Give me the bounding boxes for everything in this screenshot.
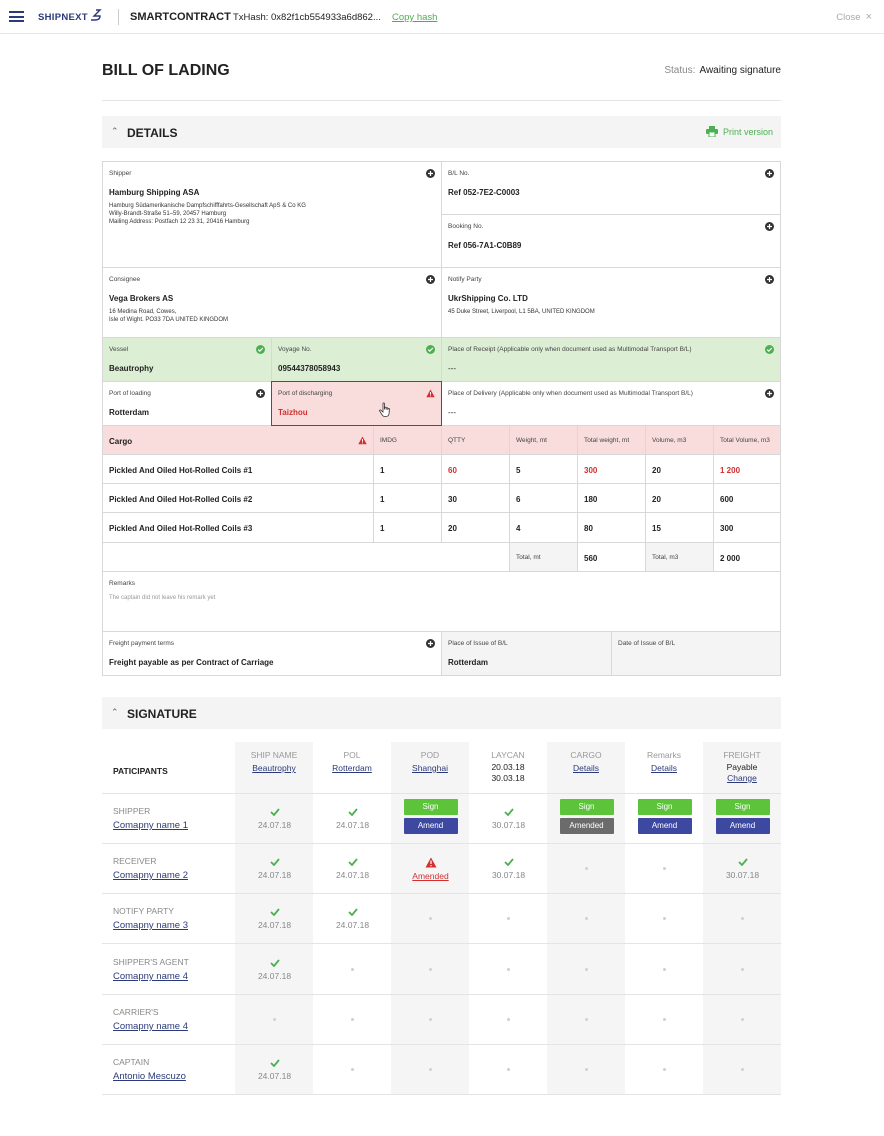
place-of-delivery-field[interactable] (441, 381, 781, 426)
vessel-label: Vessel (109, 346, 129, 353)
participant-name-link[interactable]: Comapny name 4 (113, 971, 188, 982)
participant-name-link[interactable]: Antonio Mescuzo (113, 1071, 186, 1082)
cargo-col-weight-label: Weight, mt (516, 437, 547, 444)
notify-party-name: UkrShipping Co. LTD (448, 294, 528, 303)
signed-date: 30.07.18 (725, 870, 760, 880)
plus-circle-icon[interactable] (426, 639, 435, 648)
pending-dot (585, 1018, 588, 1021)
signed-date: 24.07.18 (257, 920, 292, 930)
column-link[interactable]: Details (651, 763, 677, 773)
pending-dot (585, 867, 588, 870)
cargo-volume: 20 (652, 466, 661, 475)
sign-button[interactable]: Sign (404, 799, 458, 815)
cargo-total-weight: 180 (584, 495, 598, 504)
shipper-name: Hamburg Shipping ASA (109, 188, 200, 197)
cargo-col-volume-label: Volume, m3 (652, 437, 687, 444)
place-of-receipt-field[interactable] (441, 337, 781, 382)
notify-party-label: Notify Party (448, 276, 482, 283)
place-of-receipt-value: --- (448, 364, 456, 373)
plus-circle-icon[interactable] (426, 275, 435, 284)
cargo-total-volume: 1 200 (720, 466, 741, 475)
cargo-col-qtty (441, 425, 510, 455)
cargo-cell[interactable] (441, 483, 510, 513)
cargo-cell[interactable] (373, 454, 442, 484)
laycan-to: 30.03.18 (491, 773, 525, 783)
signed-date: 30.07.18 (491, 870, 526, 880)
column-title: CARGO (570, 750, 602, 760)
participant-role: NOTIFY PARTY (113, 906, 174, 916)
signature-cell (704, 1018, 781, 1021)
signature-cell (704, 1068, 781, 1071)
signature-cell (548, 867, 625, 870)
place-of-issue-label: Place of Issue of B/L (448, 640, 508, 647)
row-divider (102, 893, 781, 894)
logo[interactable] (38, 11, 102, 23)
chevron-up-icon[interactable]: ⌃ (111, 707, 119, 717)
cargo-cell[interactable] (645, 512, 714, 543)
cargo-name: Pickled And Oiled Hot-Rolled Coils #1 (109, 466, 253, 475)
amend-button[interactable]: Amend (404, 818, 458, 834)
freight-value: Payable (726, 762, 758, 772)
signature-cell (548, 1018, 625, 1021)
cargo-totals-spacer (102, 542, 510, 572)
cargo-weight: 6 (516, 495, 521, 504)
participants-header (102, 742, 235, 793)
cargo-cell[interactable] (373, 512, 442, 543)
table-row[interactable] (102, 483, 374, 513)
print-version-label: Print version (722, 126, 773, 137)
column-title: LAYCAN (491, 750, 525, 760)
column-header-cargo (547, 742, 625, 793)
booking-number-field[interactable] (441, 214, 781, 268)
signature-cell (392, 1018, 469, 1021)
tx-hash: TxHash: 0x82f1cb554933a6d862... (233, 12, 381, 23)
cargo-volume: 15 (652, 524, 661, 533)
participant-name-link[interactable]: Comapny name 3 (113, 920, 188, 931)
cargo-volume: 20 (652, 495, 661, 504)
signature-cell (392, 1068, 469, 1071)
column-title: SHIP NAME (250, 750, 298, 760)
sign-button[interactable]: Sign (716, 799, 770, 815)
cargo-cell[interactable] (713, 454, 781, 484)
cargo-cell[interactable] (373, 483, 442, 513)
cargo-cell[interactable] (577, 512, 646, 543)
signature-cell (626, 867, 703, 870)
cargo-qtty: 30 (448, 495, 457, 504)
top-bar (0, 0, 884, 34)
cargo-col-total-volume-label: Total Volume, m3 (720, 437, 770, 444)
cargo-cell[interactable] (509, 483, 578, 513)
details-section-title: DETAILS (127, 126, 178, 140)
freight-terms-label: Freight payment terms (109, 640, 175, 647)
status-label: Status: (664, 65, 696, 76)
signature-cell (470, 1018, 547, 1021)
signature-cell (314, 1068, 391, 1071)
cargo-imdg: 1 (380, 466, 385, 475)
page-title: BILL OF LADING (102, 62, 230, 79)
pending-dot (663, 1068, 666, 1071)
plus-circle-icon[interactable] (765, 222, 774, 231)
cargo-cell[interactable] (441, 454, 510, 484)
table-row[interactable] (102, 454, 374, 484)
port-of-loading-field[interactable] (102, 381, 272, 426)
column-title: Remarks (646, 750, 681, 760)
header-divider (118, 9, 119, 25)
column-header-ship-name (235, 742, 313, 793)
pending-dot (663, 917, 666, 920)
cargo-total-volume: 600 (720, 495, 734, 504)
check-icon (270, 1059, 280, 1067)
signature-cell (626, 799, 703, 834)
total-m3-label-cell (645, 542, 714, 572)
cargo-col-total-weight-label: Total weight, mt (584, 437, 630, 444)
details-section-header[interactable] (102, 116, 781, 148)
signature-cell (236, 858, 313, 880)
cargo-name: Pickled And Oiled Hot-Rolled Coils #3 (109, 524, 253, 533)
consignee-address-line: Isle of Wight. PO33 7DA UNITED KINGDOM (109, 317, 229, 323)
bl-number-label: B/L No. (448, 170, 470, 177)
vessel-field[interactable] (102, 337, 272, 382)
total-mt-label-cell (509, 542, 578, 572)
column-title: POD (420, 750, 440, 760)
column-header-pod (391, 742, 469, 793)
amend-button[interactable]: Amend (716, 818, 770, 834)
cargo-cell[interactable] (509, 454, 578, 484)
consignee-field[interactable] (102, 267, 442, 338)
bl-number-field[interactable] (441, 161, 781, 215)
logo-mark-icon (90, 9, 102, 21)
signature-cell (314, 858, 391, 880)
total-mt-value: 560 (584, 554, 598, 563)
plus-circle-icon[interactable] (426, 169, 435, 178)
cargo-cell[interactable] (509, 512, 578, 543)
signed-date: 24.07.18 (335, 920, 370, 930)
signature-cell (236, 1059, 313, 1081)
signature-section-title: SIGNATURE (127, 707, 197, 721)
signature-cell (470, 858, 547, 880)
freight-terms-field[interactable] (102, 631, 442, 676)
signature-cell (236, 808, 313, 830)
signed-date: 24.07.18 (257, 820, 292, 830)
shipper-label: Shipper (109, 170, 132, 177)
row-divider (102, 1094, 781, 1095)
row-divider (102, 994, 781, 995)
signature-cell (704, 858, 781, 880)
hamburger-icon[interactable] (9, 11, 24, 22)
signature-cell (314, 808, 391, 830)
check-icon (270, 908, 280, 916)
signature-cell (626, 917, 703, 920)
cargo-total-weight: 300 (584, 466, 598, 475)
participant-role: CARRIER'S (113, 1007, 159, 1017)
signed-date: 24.07.18 (257, 1071, 292, 1081)
table-row[interactable] (102, 512, 374, 543)
participant-name-link[interactable]: Comapny name 4 (113, 1021, 188, 1032)
signature-cell (470, 968, 547, 971)
column-link[interactable]: Shanghai (412, 763, 448, 773)
booking-number-value: Ref 056-7A1-C0B89 (448, 241, 522, 250)
pending-dot (429, 968, 432, 971)
pending-dot (741, 1018, 744, 1021)
pending-dot (429, 1068, 432, 1071)
amend-button[interactable]: Amend (638, 818, 692, 834)
pending-dot (429, 917, 432, 920)
signature-cell (626, 968, 703, 971)
warning-triangle-icon (358, 436, 367, 445)
signed-date: 24.07.18 (257, 870, 292, 880)
signature-cell (314, 968, 391, 971)
total-mt-cell (577, 542, 646, 572)
sign-button[interactable]: Sign (560, 799, 614, 815)
place-of-issue-field[interactable] (441, 631, 612, 676)
cargo-imdg: 1 (380, 495, 385, 504)
participant-name-link[interactable]: Comapny name 2 (113, 870, 188, 881)
date-of-issue-label: Date of Issue of B/L (618, 640, 676, 647)
chevron-up-icon[interactable]: ⌃ (111, 126, 119, 136)
warning-triangle-icon (425, 857, 437, 868)
notify-party-field[interactable] (441, 267, 781, 338)
cargo-col-weight (509, 425, 578, 455)
total-m3-label: Total, m3 (652, 554, 679, 561)
signature-cell (392, 917, 469, 920)
cargo-header-cell (102, 425, 374, 455)
pending-dot (663, 867, 666, 870)
place-of-receipt-label: Place of Receipt (Applicable only when document used as Multimodal Transport B/L) (448, 346, 692, 353)
pending-dot (351, 968, 354, 971)
column-link[interactable]: Beautrophy (252, 763, 296, 773)
signature-cell (470, 917, 547, 920)
shipper-address-line: Hamburg Südamerikanische Dampfschifffahrts-Gesellschaft ApS & Co KG (109, 203, 306, 209)
cargo-cell[interactable] (441, 512, 510, 543)
print-version-button[interactable] (706, 126, 773, 137)
column-header-remarks (625, 742, 703, 793)
freight-terms-value: Freight payable as per Contract of Carriage (109, 658, 274, 667)
pending-dot (507, 1018, 510, 1021)
date-of-issue-field[interactable] (611, 631, 781, 676)
signed-date: 30.07.18 (491, 820, 526, 830)
check-icon (270, 808, 280, 816)
freight-change-link[interactable]: Change (727, 773, 757, 783)
cargo-qtty: 60 (448, 466, 457, 475)
signature-cell (704, 799, 781, 834)
signature-cell (392, 968, 469, 971)
column-title: POL (343, 750, 361, 760)
pending-dot (585, 1068, 588, 1071)
signature-cell (392, 857, 469, 881)
cargo-imdg: 1 (380, 524, 385, 533)
remarks-value: The captain did not leave his remark yet (109, 595, 216, 601)
participants-header-label: PATICIPANTS (113, 766, 168, 776)
close-icon: × (865, 11, 872, 23)
cargo-col-imdg-label: IMDG (380, 437, 397, 444)
check-circle-icon (426, 345, 435, 354)
bl-number-value: Ref 052-7E2-C0003 (448, 188, 520, 197)
column-link[interactable]: Rotterdam (332, 763, 372, 773)
logo-text: SHIPNEXT (38, 11, 88, 23)
warning-triangle-icon (426, 389, 435, 398)
signature-cell (236, 908, 313, 930)
hand-cursor-icon (378, 402, 392, 418)
consignee-address-line: 16 Medina Road, Cowes, (109, 309, 177, 315)
consignee-name: Vega Brokers AS (109, 294, 174, 303)
signature-cell (548, 968, 625, 971)
place-of-delivery-label: Place of Delivery (Applicable only when document used as Multimodal Transport B/L) (448, 390, 693, 397)
cargo-col-imdg (373, 425, 442, 455)
signed-date: 24.07.18 (335, 870, 370, 880)
port-of-discharging-value: Taizhou (278, 408, 308, 417)
vessel-value: Beautrophy (109, 364, 154, 373)
voyage-number-field[interactable] (271, 337, 442, 382)
shipper-address-line: Mailing Address: Postfach 12 23 31, 20416 Hamburg (109, 219, 250, 225)
check-circle-icon (765, 345, 774, 354)
cargo-cell[interactable] (645, 454, 714, 484)
signed-date: 24.07.18 (257, 971, 292, 981)
signature-cell (314, 908, 391, 930)
check-icon (504, 808, 514, 816)
close-label: Close (836, 12, 861, 23)
pending-dot (507, 917, 510, 920)
column-title: FREIGHT (723, 750, 761, 760)
column-header-freight (703, 742, 781, 793)
total-mt-label: Total, mt (516, 554, 541, 561)
signed-date: 24.07.18 (335, 820, 370, 830)
place-of-delivery-value: --- (448, 408, 456, 417)
participant-role: RECEIVER (113, 856, 157, 866)
shipper-field[interactable] (102, 161, 442, 268)
cargo-col-total-weight (577, 425, 646, 455)
close-button[interactable] (836, 11, 872, 23)
port-of-discharging-field[interactable] (271, 381, 442, 426)
signature-cell (704, 917, 781, 920)
signature-cell (626, 1018, 703, 1021)
check-icon (348, 908, 358, 916)
signature-cell (392, 799, 469, 834)
title-divider (102, 100, 781, 101)
cargo-cell[interactable] (645, 483, 714, 513)
status-indicator (664, 65, 781, 76)
check-icon (270, 858, 280, 866)
signature-cell (626, 1068, 703, 1071)
cargo-cell[interactable] (713, 483, 781, 513)
status-value: Awaiting signature (699, 65, 781, 76)
cargo-total-weight: 80 (584, 524, 593, 533)
pending-dot (741, 968, 744, 971)
port-of-loading-label: Port of loading (109, 390, 151, 397)
check-circle-icon (256, 345, 265, 354)
total-m3-value: 2 000 (720, 554, 741, 563)
signature-section-header[interactable] (102, 697, 781, 729)
pending-dot (429, 1018, 432, 1021)
voyage-number-value: 09544378058943 (278, 364, 341, 373)
cargo-weight: 5 (516, 466, 521, 475)
signature-cell (548, 1068, 625, 1071)
pending-dot (663, 1018, 666, 1021)
pending-dot (585, 968, 588, 971)
remarks-field[interactable] (102, 571, 781, 632)
signature-cell (236, 1018, 313, 1021)
cargo-cell[interactable] (577, 483, 646, 513)
cargo-col-total-volume (713, 425, 781, 455)
check-icon (504, 858, 514, 866)
plus-circle-icon[interactable] (765, 169, 774, 178)
row-divider (102, 943, 781, 944)
pending-dot (741, 1068, 744, 1071)
notify-party-address-line: 45 Duke Street, Liverpool, L1 5BA, UNITED KINGDOM (448, 309, 595, 315)
laycan-from: 20.03.18 (491, 762, 525, 772)
cargo-col-volume (645, 425, 714, 455)
pending-dot (351, 1018, 354, 1021)
pending-dot (273, 1018, 276, 1021)
signature-cell (704, 968, 781, 971)
port-of-loading-value: Rotterdam (109, 408, 150, 417)
plus-circle-icon[interactable] (765, 275, 774, 284)
cargo-qtty: 20 (448, 524, 457, 533)
participant-name-link[interactable]: Comapny name 1 (113, 820, 188, 831)
pending-dot (741, 917, 744, 920)
check-icon (348, 808, 358, 816)
signature-cell (548, 799, 625, 834)
cargo-name: Pickled And Oiled Hot-Rolled Coils #2 (109, 495, 253, 504)
printer-icon (706, 126, 718, 137)
amended-link[interactable]: Amended (412, 871, 449, 881)
cargo-weight: 4 (516, 524, 521, 533)
port-of-discharging-label: Port of discharging (278, 390, 333, 397)
cargo-cell[interactable] (577, 454, 646, 484)
sign-button[interactable]: Sign (638, 799, 692, 815)
booking-number-label: Booking No. (448, 223, 484, 230)
signature-cell (236, 959, 313, 981)
pending-dot (351, 1068, 354, 1071)
row-divider (102, 843, 781, 844)
check-icon (348, 858, 358, 866)
signature-cell (314, 1018, 391, 1021)
voyage-number-label: Voyage No. (278, 346, 312, 353)
remarks-label: Remarks (109, 580, 136, 587)
column-header-laycan (469, 742, 547, 793)
pending-dot (663, 968, 666, 971)
signature-cell (470, 808, 547, 830)
check-icon (738, 858, 748, 866)
pending-dot (585, 917, 588, 920)
pending-dot (507, 1068, 510, 1071)
pending-dot (507, 968, 510, 971)
cargo-total-volume: 300 (720, 524, 734, 533)
signature-cell (470, 1068, 547, 1071)
cargo-cell[interactable] (713, 512, 781, 543)
copy-hash-link[interactable]: Copy hash (392, 12, 438, 23)
plus-circle-icon[interactable] (256, 389, 265, 398)
place-of-issue-value: Rotterdam (448, 658, 489, 667)
participant-role: CAPTAIN (113, 1057, 150, 1067)
signature-cell (548, 917, 625, 920)
total-m3-cell (713, 542, 781, 572)
participant-role: SHIPPER (113, 806, 151, 816)
column-header-pol (313, 742, 391, 793)
participant-role: SHIPPER'S AGENT (113, 957, 189, 967)
check-icon (270, 959, 280, 967)
consignee-label: Consignee (109, 276, 141, 283)
cargo-col-qtty-label: QTTY (448, 437, 466, 444)
column-link[interactable]: Details (573, 763, 599, 773)
app-title: SMARTCONTRACT (130, 11, 231, 23)
row-divider (102, 1044, 781, 1045)
shipper-address-line: Willy-Brandt-Straße 51–59, 20457 Hamburg (109, 211, 227, 217)
plus-circle-icon[interactable] (765, 389, 774, 398)
row-divider (102, 793, 781, 794)
amended-button[interactable]: Amended (560, 818, 614, 834)
cargo-label: Cargo (109, 437, 133, 446)
